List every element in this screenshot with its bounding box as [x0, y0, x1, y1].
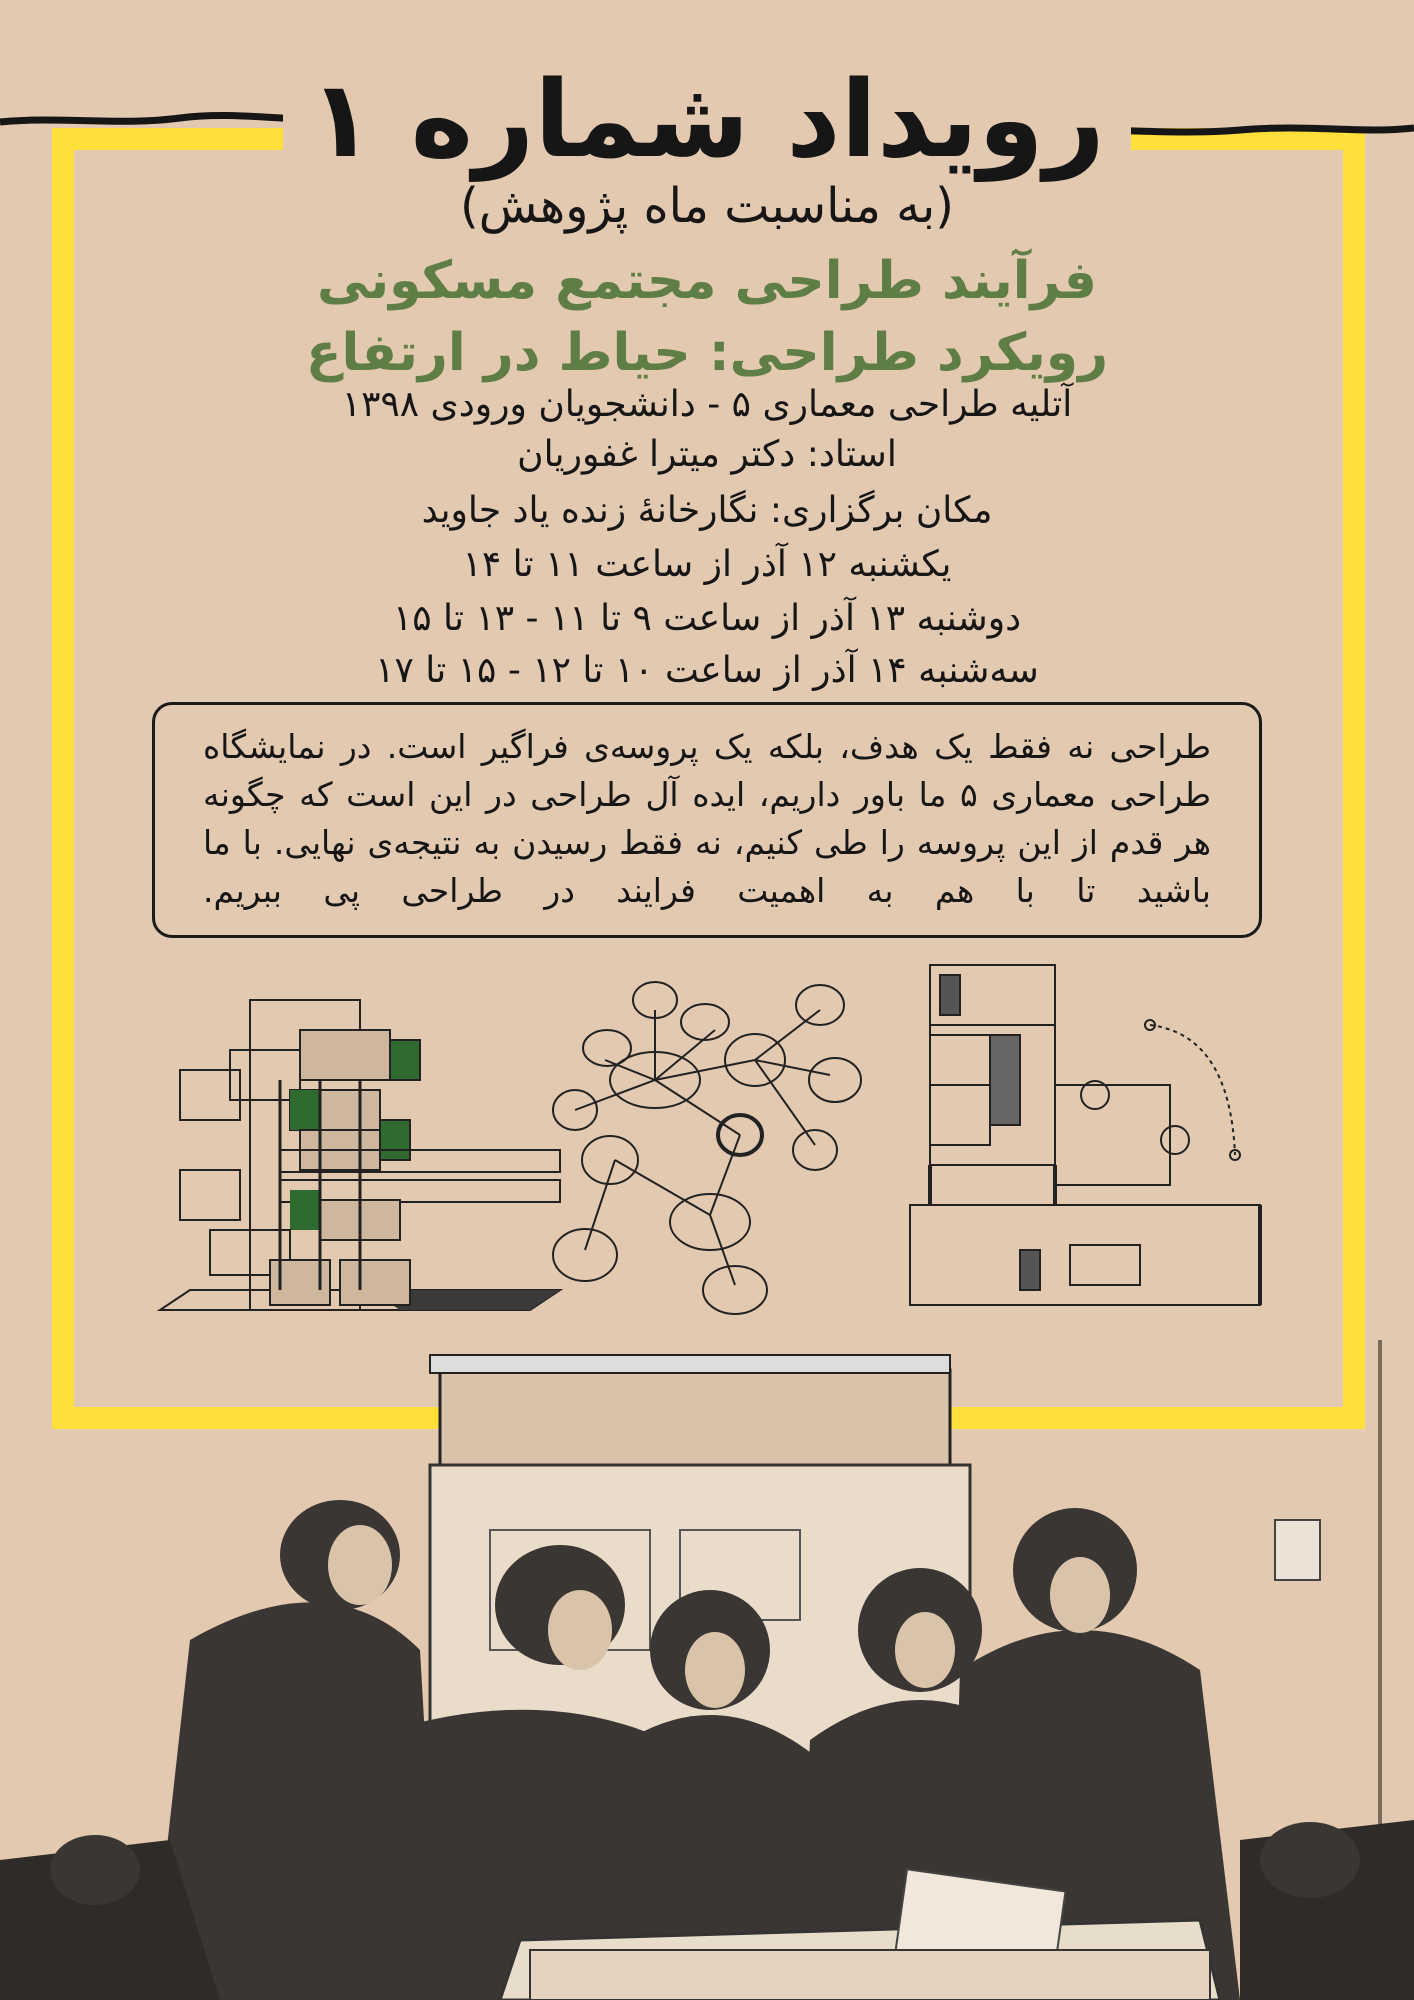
- session-tuesday: سه‌شنبه ۱۴ آذر از ساعت ۱۰ تا ۱۲ - ۱۵ تا ۱۷: [375, 650, 1039, 691]
- floor-plan-sketch: [900, 955, 1280, 1355]
- bubble-diagram: [545, 950, 925, 1330]
- students-photo: [0, 1340, 1414, 2000]
- approach-heading: رویکرد طراحی: حیاط در ارتفاع: [305, 323, 1109, 383]
- event-subtitle: (به مناسبت ماه پژوهش): [460, 178, 954, 234]
- instructor-info: استاد: دکتر میترا غفوریان: [517, 434, 897, 475]
- project-heading: فرآیند طراحی مجتمع مسکونی: [317, 251, 1097, 311]
- event-title: رویداد شماره ۱: [0, 40, 1414, 200]
- building-sketch: [150, 990, 570, 1320]
- studio-info: آتلیه طراحی معماری ۵ - دانشجویان ورودی ۱۳۹۸: [341, 384, 1073, 425]
- description-box: طراحی نه فقط یک هدف، بلکه یک پروسه‌ی فراگیر است. در نمایشگاه طراحی معماری ۵ ما باور داریم، ایده آل طراحی در این است که چگونه هر قدم از این پروسه را طی کنیم، نه فقط رسیدن به نتیجه‌ی نهایی. با ما باشید تا با هم به اهمیت فرایند در طراحی پی ببریم.: [152, 702, 1262, 938]
- session-monday: دوشنبه ۱۳ آذر از ساعت ۹ تا ۱۱ - ۱۳ تا ۱۵: [392, 598, 1022, 639]
- venue-info: مکان برگزاری: نگارخانهٔ زنده یاد جاوید: [421, 490, 993, 531]
- session-sunday: یکشنبه ۱۲ آذر از ساعت ۱۱ تا ۱۴: [462, 544, 952, 585]
